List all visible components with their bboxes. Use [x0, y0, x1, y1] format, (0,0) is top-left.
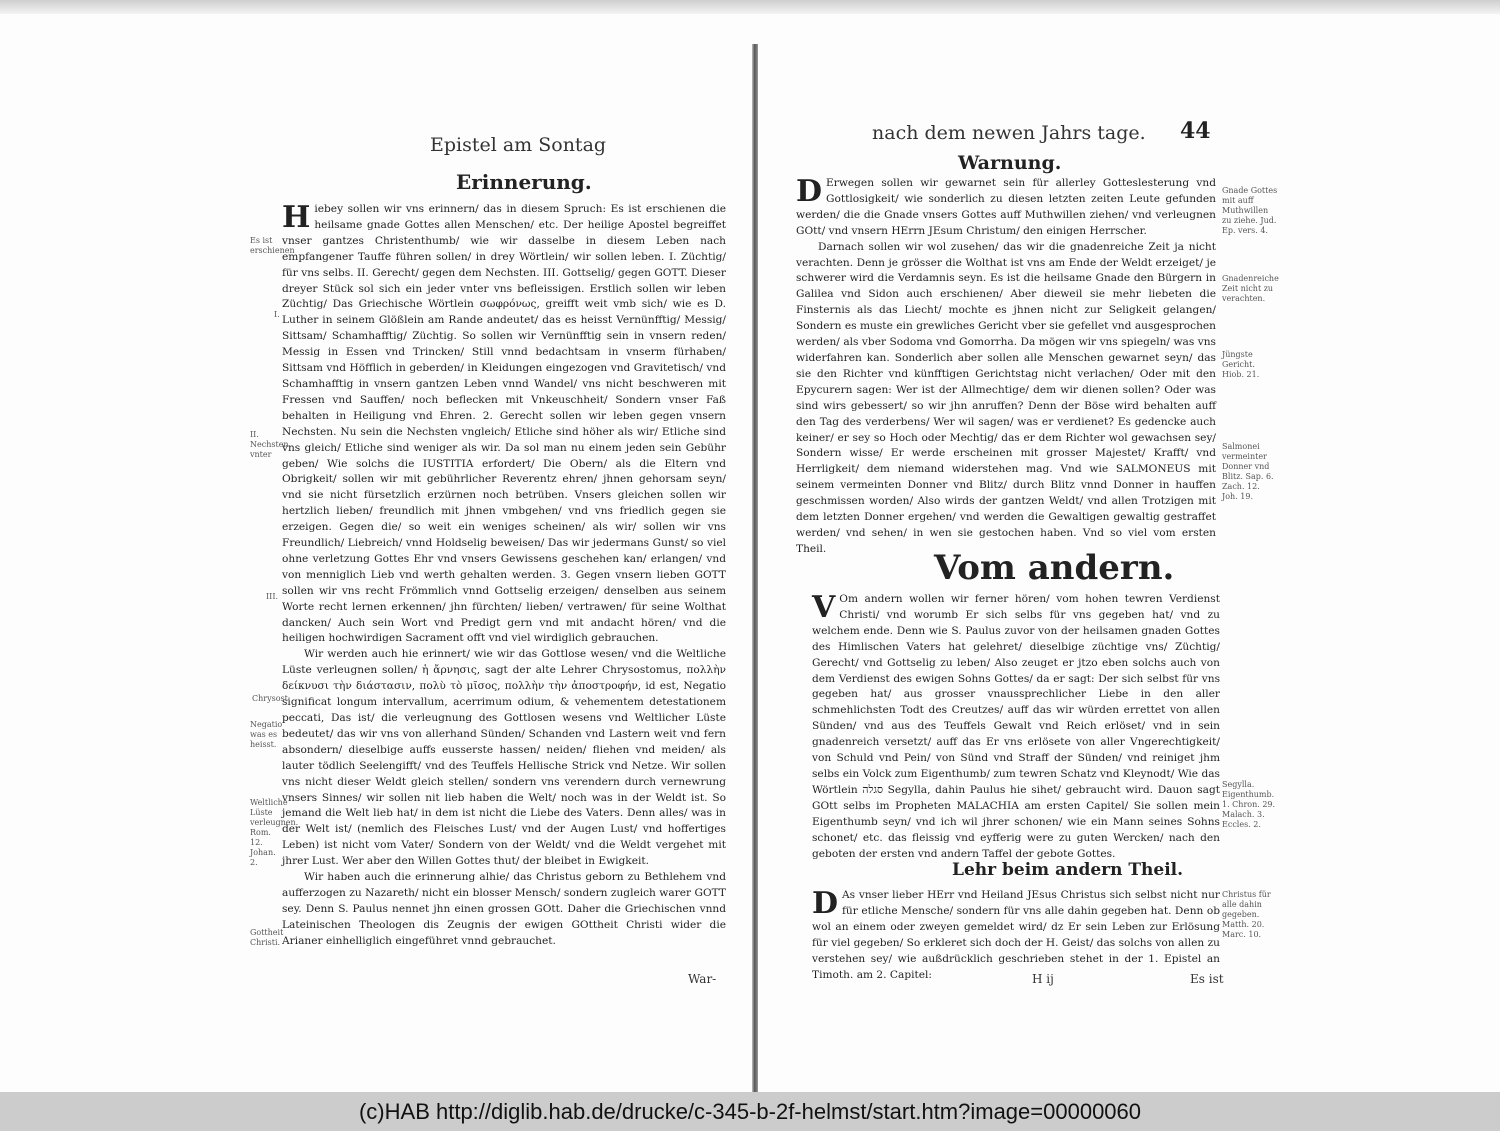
warning-paragraph-1: D Erwegen sollen wir gewarnet sein für allerley Gotteslesterung vnd Gottlosigkeit/ wie sonderlich zu diesen letzten zeiten Leute gefunden werden/ die die Gnade vnsers Gottes auff Muthwillen ziehen/ vnd verleugnen GOtt/ vnd vnsern HErrn JEsum Christum/ den einigen Herrscher. [796, 174, 1216, 237]
margin-note-left-6: Negatio was es heisst. [250, 720, 283, 749]
left-paragraph-2: Wir werden auch hie erinnert/ wie wir das Gottlose wesen/ vnd die Weltliche Lüste verleugnen sollen/ ἡ ἄρνησις, sagt der alte Lehrer Chrysostomus, πολλὴν δείκνυσι τὴν διάστασιν, πολὺ τὸ μῖσος, πολλὴν τὴν ἀποστροφήν, id est, Negatio significat longum intervallum, acerrimum odium, & vehementem detestationem peccati, Das ist/ die verleugnung des Gottlosen wesens vnd Weltlicher Lüste bedeutet/ das wir vns von allerhand Sünden/ Schanden vnd Lastern weit vnd fern absondern/ dieselbige auffs eusserste hassen/ neiden/ fliehen vnd meiden/ als lauter tödlich Seelengifft/ vnd des Teuffels Hellische Strick vnd Netze. Wir sollen vns nicht dieser Weldt gleich stellen/ sondern vns verendern durch vernewrung vnsers Sinnes/ wir sollen nit lieb haben die Welt/ noch was in der Weldt ist. So jemand die Welt lieb hat/ in dem ist nicht die Liebe des Vaters. Denn alles/ was in der Welt ist/ (nemlich des Fleisches Lust/ vnd der Augen Lust/ vnd hoffertiges Leben) ist nicht vom Vater/ Sondern von der Weldt/ vnd die Weldt vergehet mit jhrer Lust. Wer aber den Willen Gottes thut/ der bleibet in Ewigkeit. [282, 648, 726, 868]
heading-warnung: Warnung. [958, 152, 1062, 174]
book-gutter [752, 44, 758, 1092]
left-page [190, 14, 750, 1092]
signature-mark: H ij [1032, 972, 1054, 986]
drop-cap-d: D [796, 174, 823, 209]
margin-note-left-4: III. [266, 592, 279, 601]
drop-cap-h: H [282, 200, 311, 235]
left-body [282, 202, 726, 950]
warning-body [796, 176, 1216, 558]
margin-note-left-5: Chrysost. [252, 694, 291, 703]
lehr-body [812, 888, 1220, 983]
margin-note-left-8: Gottheit Christi. [250, 928, 284, 947]
margin-note-right-1: Gnade Gottes mit auff Muthwillen zu ziehe. Jud. Ep. vers. 4. [1222, 186, 1278, 235]
margin-note-left-1: Es ist erschienen [250, 236, 295, 255]
book-spread [0, 14, 1500, 1092]
margin-note-right-3: Jüngste Gericht. Hiob. 21. [1222, 350, 1260, 379]
scan-top-edge [0, 0, 1500, 14]
margin-note-right-5: Segylla. Eigenthumb. 1. Chron. 29. Malach. 3. Eccles. 2. [1222, 780, 1276, 829]
left-paragraph-3: Wir haben auch die erinnerung alhie/ das Christus geborn zu Bethlehem vnd aufferzogen zu Nazareth/ nicht ein blosser Mensch/ sondern zugleich warer GOTT sey. Denn S. Paulus nennet jhn einen grossen GOtt. Daher die Griechischen vnnd Lateinischen Theologen dis Zeugnis der ewigen GOttheit Christi wider die Arianer einhelliglich eingeführet vnnd gebrauchet. [282, 871, 726, 947]
heading-vom-andern: Vom andern. [934, 548, 1175, 588]
drop-cap-d2: D [812, 886, 839, 921]
running-head-right: nach dem newen Jahrs tage. [872, 122, 1146, 144]
lehr-paragraph: D As vnser lieber HErr vnd Heiland JEsus Christus sich selbst nicht nur für etliche Mensche/ sondern für vns alle dahin gegeben hat. Denn ob wol an einem oder zweyen gemeldet wird/ dz Er sein Leben zur Erlösung für viel gegeben/ So erkleret sich doch der H. Geist/ das solchs von allen zu verstehen sey/ wie außdrücklich geschrieben stehet in der 1. Epistel an Timoth. am 2. Capitel: [812, 886, 1220, 981]
drop-cap-v: V [812, 590, 836, 625]
margin-note-left-3: II. Nechsten vnter [250, 430, 289, 459]
andern-body [812, 592, 1220, 862]
margin-note-left-7: Weltliche Lüste verleugnen. Rom. 12. Johan. 2. [250, 798, 299, 867]
right-page [762, 14, 1282, 1092]
margin-note-right-6: Christus für alle dahin gegeben. Matth. 20. Marc. 10. [1222, 890, 1271, 939]
warning-paragraph-2: Darnach sollen wir wol zusehen/ das wir die gnadenreiche Zeit ja nicht verachten. Denn je grösser die Wolthat ist vns am Ende der Weldt erzeiget/ je schwerer wird die Verdamnis seyn. Es ist die heilsame Gnade den Bürgern in Galilea vnd Sidon auch erschienen/ Aber dieweil sie mehr liebeten die Finsternis als das Liecht/ mochte es jhnen nicht zur Seligkeit gelangen/ Sondern es muste ein grewliches Gericht vber sie gefellet vnd ausgesprochen werden/ als vber Sodoma vnd Gomorrha. Da mögen wir vns spiegeln/ was vns widerfahren kan. Sonderlich aber sollen alle Menschen gewarnet seyn/ das sie den Richter vnd künfftigen Gerichtstag nicht verlachen/ Oder mit den Epycurern sagen: Wer ist der Allmechtige/ dem wir dienen sollen? Oder was sind wirs gebessert/ so wir jhn anruffen? Denn der Böse wird behalten auff den Tag des verderbens/ Wer wil sagen/ was er verdienet? Es gedencke auch keiner/ er sey so Hoch oder Mechtig/ das er dem Richter wol gewachsen sey/ Sondern wisse/ Er werde erscheinen mit grosser Majestet/ Krafft/ vnd Herrligkeit/ dem niemand widerstehen mag. Vnd wie SALMONEUS mit seinem vermeinten Donner vnd Blitz/ durch Blitz vnnd Donner in hauffen geschmissen worden/ Also wirds der gantzen Weldt/ vnd allen Trotzigen mit dem letzten Donner ergehen/ vnd werden die Gewaltigen gewaltig gestraffet werden/ vnd sehen/ in wen sie gestochen haben. Vnd so viel vom ersten Theil. [796, 240, 1216, 555]
margin-note-right-4: Salmonei vermeinter Donner vnd Blitz. Sap. 6. Zach. 12. Joh. 19. [1222, 442, 1274, 501]
margin-note-right-2: Gnadenreiche Zeit nicht zu verachten. [1222, 274, 1279, 303]
heading-erinnerung: Erinnerung. [456, 170, 592, 194]
left-paragraph-1: Hiebey sollen wir vns erinnern/ das in diesem Spruch: Es ist erschienen die heilsame gnade Gottes allen Menschen/ etc. Der heilige Apostel begreiffet vnser gantzes Christenthumb/ wie wir dasselbe in diesem Leben nach empfangener Tauffe führen sollen/ in drey Wörtlein/ wir sollen leben. I. Züchtig/ für vns selbs. II. Gerecht/ gegen dem Nechsten. III. Gottselig/ gegen GOTT. Dieser dreyer Stück sol sich ein jeder vnter vns befleissigen. Erstlich sollen wir leben Züchtig/ Das Griechische Wörtlein σωφρόνως, greifft weit vmb sich/ wie es D. Luther in seinem Glößlein am Rande andeutet/ das es heisst Vernünfftig/ Messig/ Sittsam/ Schamhafftig/ Züchtig. So sollen wir Vernünfftig sein in vnsern reden/ Messig in Essen vnd Trincken/ Still vnnd bedachtsam in vnserm fürhaben/ Sittsam vnd Höfflich in geberden/ in Kleidungen eingezogen vnd Gravitetisch/ vnd Schamhafftig in vnsern gantzen Leben vnnd Wandel/ vns nicht beschweren mit Fressen vnd Sauffen/ noch beflecken mit Vnkeuschheit/ Sondern vnser Faß behalten in Heiligung vnd Ehren. 2. Gerecht sollen wir leben gegen vnsern Nechsten. Nu sein die Nechsten vngleich/ Etliche sind höher als wir/ Etliche sind vns gleich/ Etliche sind weniger als wir. Da sol man nu einem jeden sein Gebühr geben/ Wie solchs die IUSTITIA erfordert/ Die Obern/ als die Eltern vnd Obrigkeit/ sollen wir mit gebührlicher Reverentz ehren/ jhnen gehorsam seyn/ vnd sie nicht fürsetzlich erzürnen noch betrüben. Vnsers gleichen sollen wir hertzlich lieben/ freundlich mit jhnen vmbgehen/ vnd vns friedlich gegen sie erzeigen. Gegen die/ so weit ein weniges scheinen/ als wir/ sollen wir vns Freundlich/ Liebreich/ vnnd Holdselig beweisen/ Das wir jedermans Gunst/ so viel ohne verletzung Gottes Ehr vnd vnsers Gewissens geschehen kan/ erlangen/ vnd von menniglich Lieb vnd werth gehalten werden. 3. Gegen vnsern lieben GOTT sollen wir vns recht Frömmlich vnnd Gottselig erzeigen/ denselben aus seinem Worte recht lernen erkennen/ jhn fürchten/ lieben/ vertrawen/ für seine Wolthat dancken/ Auch sein Wort vnd Predigt gern vnd mit andacht hören/ vnd die heiligen hochwirdigen Sacrament offt vnd viel wirdiglich gebrauchen. [282, 200, 726, 645]
catchword-left: War- [688, 972, 717, 986]
running-head-left: Epistel am Sontag [430, 134, 607, 156]
andern-paragraph: V Om andern wollen wir ferner hören/ vom hohen tewren Verdienst Christi/ vnd worumb Er sich selbs für vns gegeben hat/ vnd zu welchem ende. Denn wie S. Paulus zuvor von der heilsamen gnaden Gottes des Himlischen Vaters hat gelehret/ dieselbige züchtige vns/ Züchtig/ Gerecht/ vnd Gottselig zu leben/ Also zeuget er jtzo eben solchs auch von dem Verdienst des ewigen Sohns Gottes/ da er sagt: Der sich selbst für vns gegeben hat/ aus grosser vnaussprechlicher Liebe in den aller schmehlichsten Todt des Creutzes/ auff das wir würden errettet von allen Sünden/ vnd aus des Teuffels Gewalt vnd Reich erlöset/ vnd in sein gnadenreich versetzt/ auff das Er vns erlösete von aller Vngerechtigkeit/ von Schuld vnd Pein/ von Sünd vnd Straff der Sünden/ vnd reiniget jhm selbs ein Volck zum Eigenthumb/ zum tewren Schatz vnd Kleynodt/ Wie das Wörtlein סגלה Segylla, dahin Paulus hie sihet/ gebraucht wird. Dauon sagt GOtt selbs im Propheten MALACHIA am ersten Capitel/ Sie sollen mein Eigenthumb seyn/ vnd ich wil jhrer schonen/ wie ein Mann seines Sohns schonet/ etc. das fleissig vnd eyfferig were zu guten Wercken/ nach den geboten der ersten vnd andern Taffel der gebote Gottes. [812, 590, 1220, 860]
copyright-footer: (c)HAB http://diglib.hab.de/drucke/c-345-b-2f-helmst/start.htm?image=00000060 [0, 1092, 1500, 1131]
margin-note-left-2: I. [274, 310, 280, 319]
page-number: 44 [1180, 118, 1211, 144]
heading-lehr: Lehr beim andern Theil. [952, 860, 1184, 880]
catchword-right: Es ist [1190, 972, 1224, 986]
